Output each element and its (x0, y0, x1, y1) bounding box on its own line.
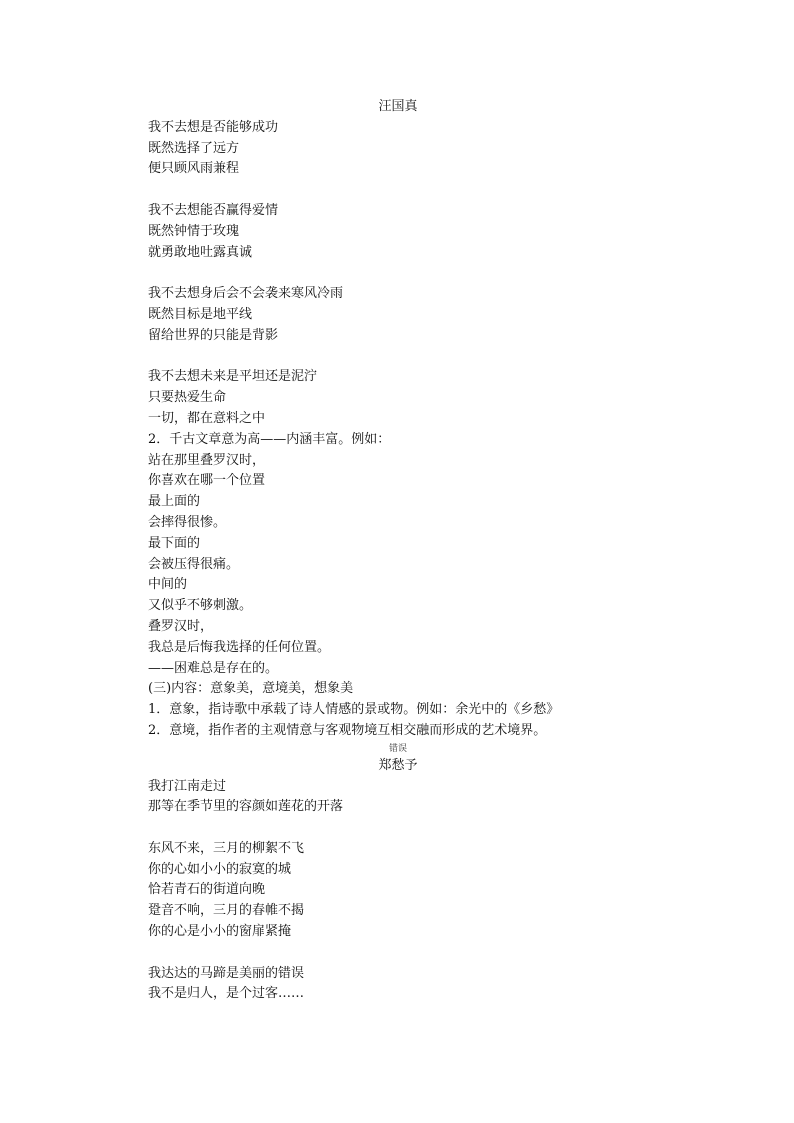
example-line: 会摔得很惨。 (148, 514, 227, 530)
poem2-line: 我不是归人，是个过客…… (148, 986, 305, 1002)
section3-heading: (三)内容：意象美，意境美，想象美 (148, 681, 354, 697)
stanza-break (148, 263, 648, 284)
poem2-line: 你的心如小小的寂寞的城 (148, 861, 292, 877)
poem2-line: 你的心是小小的窗扉紧掩 (148, 924, 292, 940)
document-content (148, 97, 648, 1005)
stanza-break (148, 818, 648, 839)
poem2-line: 东风不来，三月的柳絮不飞 (148, 840, 305, 856)
section3-item: 2．意境，指作者的主观情意与客观物境互相交融而形成的艺术境界。 (148, 722, 547, 738)
poem1-line: 我不去想能否赢得爱情 (148, 202, 279, 218)
poem2-line: 跫音不响，三月的春帷不揭 (148, 903, 305, 919)
example-line: 站在那里叠罗汉时， (148, 452, 266, 468)
poem2-line: 恰若青石的街道向晚 (148, 882, 266, 898)
poem1-author: 汪国真 (378, 99, 418, 114)
poem1-line: 我不去想未来是平坦还是泥泞 (148, 369, 318, 385)
poem2-line: 我达达的马蹄是美丽的错误 (148, 965, 305, 981)
poem1-line: 我不去想是否能够成功 (148, 119, 279, 135)
example-line: 我总是后悔我选择的任何位置。 (148, 639, 331, 655)
example-line: ——困难总是存在的。 (148, 660, 279, 676)
poem1-line: 既然选择了远方 (148, 140, 240, 156)
poem1-line: 既然目标是地平线 (148, 306, 253, 322)
example-line: 又似乎不够刺激。 (148, 598, 253, 614)
example-line: 叠罗汉时， (148, 618, 214, 634)
example-line: 最下面的 (148, 535, 201, 551)
section3-item: 1．意象，指诗歌中承载了诗人情感的景或物。例如：余光中的《乡愁》 (148, 702, 560, 718)
poem1-line: 便只顾风雨兼程 (148, 161, 240, 177)
example-line: 最上面的 (148, 494, 201, 510)
stanza-break (148, 180, 648, 201)
stanza-break (148, 347, 648, 368)
poem2-title: 错误 (388, 743, 407, 754)
poem2-line: 那等在季节里的容颜如莲花的开落 (148, 799, 344, 815)
poem2-line: 我打江南走过 (148, 778, 227, 794)
poem1-line: 留给世界的只能是背影 (148, 327, 279, 343)
poem2-author: 郑愁予 (378, 757, 418, 773)
poem1-line: 我不去想身后会不会袭来寒风冷雨 (148, 286, 344, 302)
poem1-line: 一切，都在意料之中 (148, 410, 266, 426)
poem1-line: 只要热爱生命 (148, 390, 227, 406)
example-line: 会被压得很痛。 (148, 556, 240, 572)
stanza-break (148, 943, 648, 964)
section2-heading: 2．千古文章意为高——内涵丰富。例如： (148, 431, 391, 447)
poem1-line: 既然钟情于玫瑰 (148, 223, 240, 239)
example-line: 你喜欢在哪一个位置 (148, 473, 266, 489)
poem1-line: 就勇敢地吐露真诚 (148, 244, 253, 260)
example-line: 中间的 (148, 577, 188, 593)
